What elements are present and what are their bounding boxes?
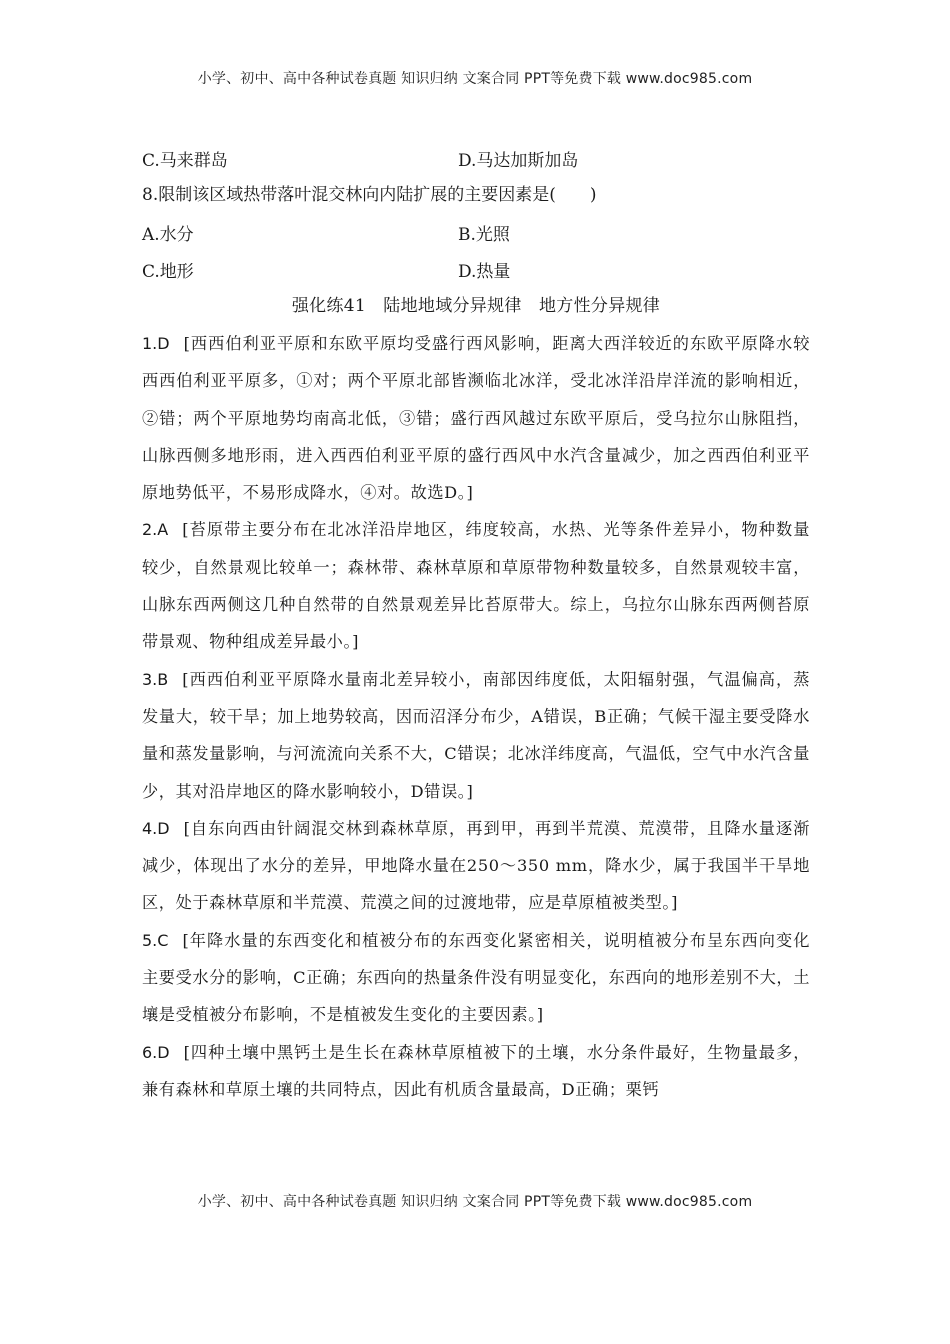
option-a: A.水分 xyxy=(142,225,194,245)
question7-options-row xyxy=(142,140,810,177)
question8-stem: 8.限制该区域热带落叶混交林向内陆扩展的主要因素是( ) xyxy=(142,185,597,205)
option-c: C.地形 xyxy=(142,262,194,282)
page-header-banner: 小学、初中、高中各种试卷真题 知识归纳 文案合同 PPT等免费下载 www.doc985.com xyxy=(197,71,753,87)
option-d: D.热量 xyxy=(458,262,511,282)
answer-text: [四种土壤中黑钙土是生长在森林草原植被下的土壤，水分条件最好，生物量最多，兼有森林和草原土壤的共同特点，因此有机质含量最高，D正确；栗钙 xyxy=(142,1042,810,1099)
answer-item xyxy=(142,511,810,660)
option-b: B.光照 xyxy=(458,225,510,245)
section-title: 强化练41 陆地地域分异规律 地方性分异规律 xyxy=(291,296,661,316)
answer-number: 2.A xyxy=(142,520,169,540)
question8-options-row-2 xyxy=(142,251,810,288)
answer-text: [西西伯利亚平原和东欧平原均受盛行西风影响，距离大西洋较近的东欧平原降水较西西伯利亚平原多，①对；两个平原北部皆濒临北冰洋，受北冰洋沿岸洋流的影响相近，②错；两个平原地势均南高北低，③错；盛行西风越过东欧平原后，受乌拉尔山脉阻挡，山脉西侧多地形雨，进入西西伯利亚平原的盛行西风中水汽含量减少，加之西西伯利亚平原地势低平，不易形成降水，④对。故选D。] xyxy=(142,334,810,503)
answer-text: [苔原带主要分布在北冰洋沿岸地区，纬度较高，水热、光等条件差异小，物种数量较少，自然景观比较单一；森林带、森林草原和草原带物种数量较多，自然景观较丰富，山脉东西两侧这几种自然带的自然景观差异比苔原带大。综上，乌拉尔山脉东西两侧苔原带景观、物种组成差异最小。] xyxy=(142,520,810,652)
option-c: C.马来群岛 xyxy=(142,151,228,171)
option-d: D.马达加斯加岛 xyxy=(458,151,579,171)
answer-item xyxy=(142,922,810,1034)
answer-item xyxy=(142,661,810,810)
answer-number: 1.D xyxy=(142,334,170,353)
document-body xyxy=(142,140,810,1108)
answer-text: [年降水量的东西变化和植被分布的东西变化紧密相关，说明植被分布呈东西向变化主要受水分的影响，C正确；东西向的热量条件没有明显变化，东西向的地形差别不大，土壤是受植被分布影响，不是植被发生变化的主要因素。] xyxy=(142,930,810,1025)
answer-number: 6.D xyxy=(142,1042,170,1062)
answer-item xyxy=(142,810,810,922)
page-footer-banner: 小学、初中、高中各种试卷真题 知识归纳 文案合同 PPT等免费下载 www.doc985.com xyxy=(197,1194,753,1210)
question8-options-row-1 xyxy=(142,214,810,251)
answer-item xyxy=(142,325,810,511)
answer-number: 3.B xyxy=(142,669,169,689)
answer-text: [西西伯利亚平原降水量南北差异较小，南部因纬度低，太阳辐射强，气温偏高，蒸发量大，较干旱；加上地势较高，因而沼泽分布少，A错误，B正确；气候干湿主要受降水量和蒸发量影响，与河流流向关系不大，C错误；北冰洋纬度高，气温低，空气中水汽含量少，其对沿岸地区的降水影响较小，D错误。] xyxy=(142,669,810,801)
answer-number: 5.C xyxy=(142,930,169,950)
answer-item xyxy=(142,1034,810,1109)
answer-number: 4.D xyxy=(142,818,170,838)
answer-text: [自东向西由针阔混交林到森林草原，再到甲，再到半荒漠、荒漠带，且降水量逐渐减少，体现出了水分的差异，甲地降水量在250～350 mm，降水少，属于我国半干旱地区，处于森林草原和半荒漠、荒漠之间的过渡地带，应是草原植被类型。] xyxy=(142,818,810,913)
